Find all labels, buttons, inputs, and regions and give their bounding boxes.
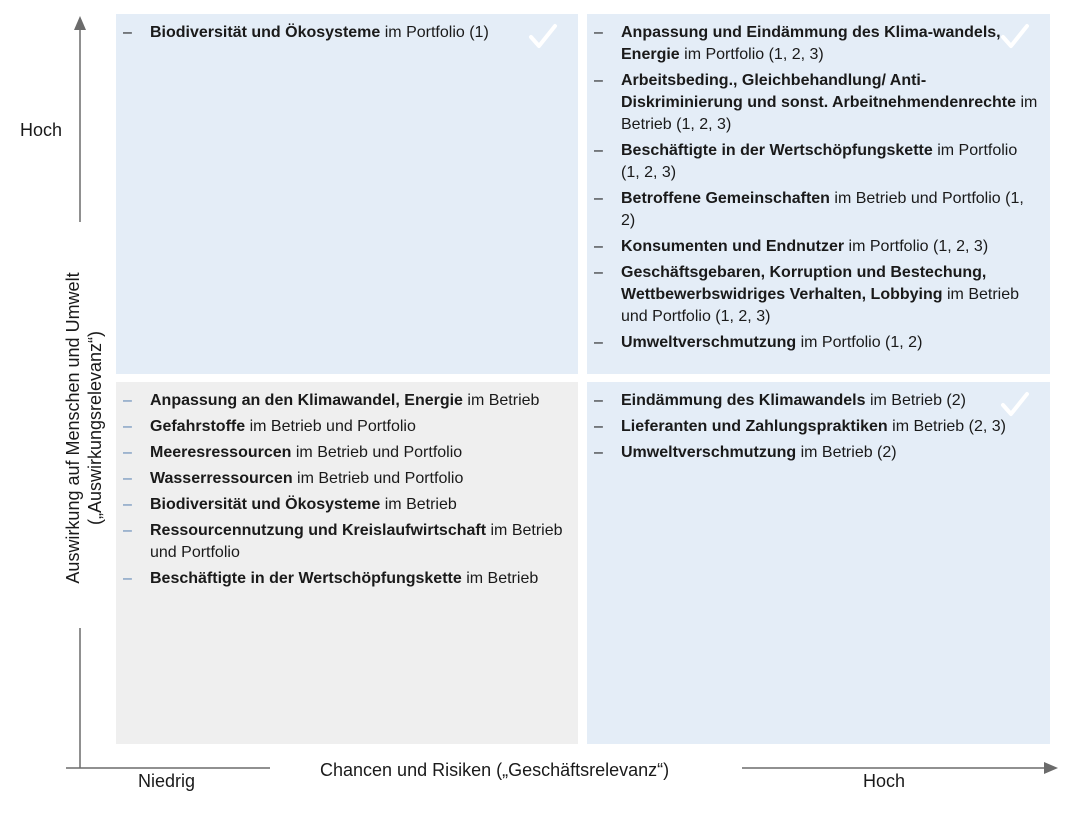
item-topic: Biodiversität und Ökosysteme: [150, 496, 381, 513]
item-topic: Lieferanten und Zahlungspraktiken: [621, 418, 888, 435]
dash-bullet: –: [594, 334, 603, 351]
y-axis-title: [62, 198, 106, 658]
list-item: [594, 262, 1040, 328]
y-axis-title-line2: („Auswirkungsrelevanz“): [85, 330, 105, 526]
list-item: [594, 416, 1040, 438]
list-item: [123, 468, 568, 490]
quadrant-items: [123, 390, 568, 590]
dash-bullet: –: [123, 418, 132, 435]
item-scope: im Portfolio (1, 2, 3): [679, 46, 824, 63]
list-item: [123, 416, 568, 438]
list-item: [594, 22, 1040, 66]
dash-bullet: –: [123, 444, 132, 461]
dash-bullet: –: [123, 24, 132, 41]
dash-bullet: –: [594, 24, 603, 41]
item-scope: im Betrieb und Portfolio (1, 2): [621, 190, 1024, 229]
list-item: [123, 442, 568, 464]
list-item: [594, 70, 1040, 136]
item-topic: Anpassung und Eindämmung des Klima-wandels, Energie: [621, 24, 1001, 63]
list-item: [594, 140, 1040, 184]
list-item: [594, 332, 1040, 354]
list-item: [594, 188, 1040, 232]
item-scope: im Betrieb und Portfolio: [291, 444, 463, 461]
item-topic: Betroffene Gemeinschaften: [621, 190, 830, 207]
dash-bullet: –: [594, 392, 603, 409]
x-axis-high-label: Hoch: [863, 771, 906, 791]
dash-bullet: –: [123, 570, 132, 587]
dash-bullet: –: [123, 470, 132, 487]
dash-bullet: –: [123, 392, 132, 409]
list-item: [123, 494, 568, 516]
quadrant-items: [123, 22, 568, 44]
item-scope: im Portfolio (1, 2, 3): [844, 238, 989, 255]
item-scope: im Betrieb (2): [865, 392, 966, 409]
dash-bullet: –: [594, 190, 603, 207]
item-scope: im Betrieb (2, 3): [887, 418, 1006, 435]
dash-bullet: –: [594, 418, 603, 435]
list-item: [123, 568, 568, 590]
item-topic: Konsumenten und Endnutzer: [621, 238, 845, 255]
item-scope: im Betrieb (1, 2, 3): [621, 94, 1038, 133]
item-topic: Ressourcennutzung und Kreislaufwirtschaft: [150, 522, 487, 539]
item-topic: Anpassung an den Klimawandel, Energie: [150, 392, 463, 409]
item-topic: Biodiversität und Ökosysteme: [150, 24, 381, 41]
y-axis-title-line1: Auswirkung auf Menschen und Umwelt: [63, 272, 83, 584]
item-topic: Umweltverschmutzung: [621, 334, 797, 351]
item-scope: im Betrieb (2): [796, 444, 897, 461]
item-scope: im Betrieb: [461, 570, 539, 587]
item-topic: Beschäftigte in der Wertschöpfungskette: [150, 570, 462, 587]
item-scope: im Betrieb und Portfolio (1, 2, 3): [621, 286, 1020, 325]
dash-bullet: –: [594, 238, 603, 255]
quadrant-items: [594, 22, 1040, 354]
quadrant-bottom-right: [587, 382, 1050, 744]
x-axis-arrow: [1044, 762, 1058, 774]
quadrant-top-left: [116, 14, 578, 374]
item-scope: im Betrieb und Portfolio: [150, 522, 563, 561]
item-topic: Gefahrstoffe: [150, 418, 246, 435]
list-item: [123, 390, 568, 412]
x-axis-title: Chancen und Risiken („Geschäftsrelevanz“): [320, 760, 670, 780]
item-topic: Wasserressourcen: [150, 470, 293, 487]
dash-bullet: –: [594, 142, 603, 159]
dash-bullet: –: [123, 522, 132, 539]
item-scope: im Portfolio (1, 2): [796, 334, 923, 351]
item-scope: im Portfolio (1, 2, 3): [621, 142, 1018, 181]
quadrant-items: [594, 390, 1040, 464]
item-topic: Meeresressourcen: [150, 444, 292, 461]
x-axis-low-label: Niedrig: [138, 771, 196, 791]
list-item: [594, 442, 1040, 464]
check-icon: [1000, 22, 1030, 52]
item-topic: Geschäftsgebaren, Korruption und Bestechung, Wettbewerbswidriges Verhalten, Lobbying: [621, 264, 987, 303]
list-item: [123, 520, 568, 564]
list-item: [594, 236, 1040, 258]
list-item: [123, 22, 568, 44]
y-axis-high-label: Hoch: [20, 120, 63, 140]
item-topic: Beschäftigte in der Wertschöpfungskette: [621, 142, 933, 159]
list-item: [594, 390, 1040, 412]
item-scope: im Portfolio (1): [380, 24, 489, 41]
dash-bullet: –: [594, 264, 603, 281]
check-icon: [1000, 390, 1030, 420]
quadrant-bottom-left: [116, 382, 578, 744]
item-scope: im Betrieb: [462, 392, 540, 409]
check-icon: [528, 22, 558, 52]
item-scope: im Betrieb: [380, 496, 457, 513]
dash-bullet: –: [123, 496, 132, 513]
dash-bullet: –: [594, 72, 603, 89]
item-scope: im Betrieb und Portfolio: [245, 418, 416, 435]
y-axis-arrow: [74, 16, 86, 30]
item-topic: Eindämmung des Klimawandels: [621, 392, 866, 409]
quadrant-top-right: [587, 14, 1050, 374]
item-scope: im Betrieb und Portfolio: [292, 470, 464, 487]
dash-bullet: –: [594, 444, 603, 461]
item-topic: Arbeitsbeding., Gleichbehandlung/ Anti-Diskriminierung und sonst. Arbeitnehmendenrechte: [621, 72, 1017, 111]
item-topic: Umweltverschmutzung: [621, 444, 797, 461]
